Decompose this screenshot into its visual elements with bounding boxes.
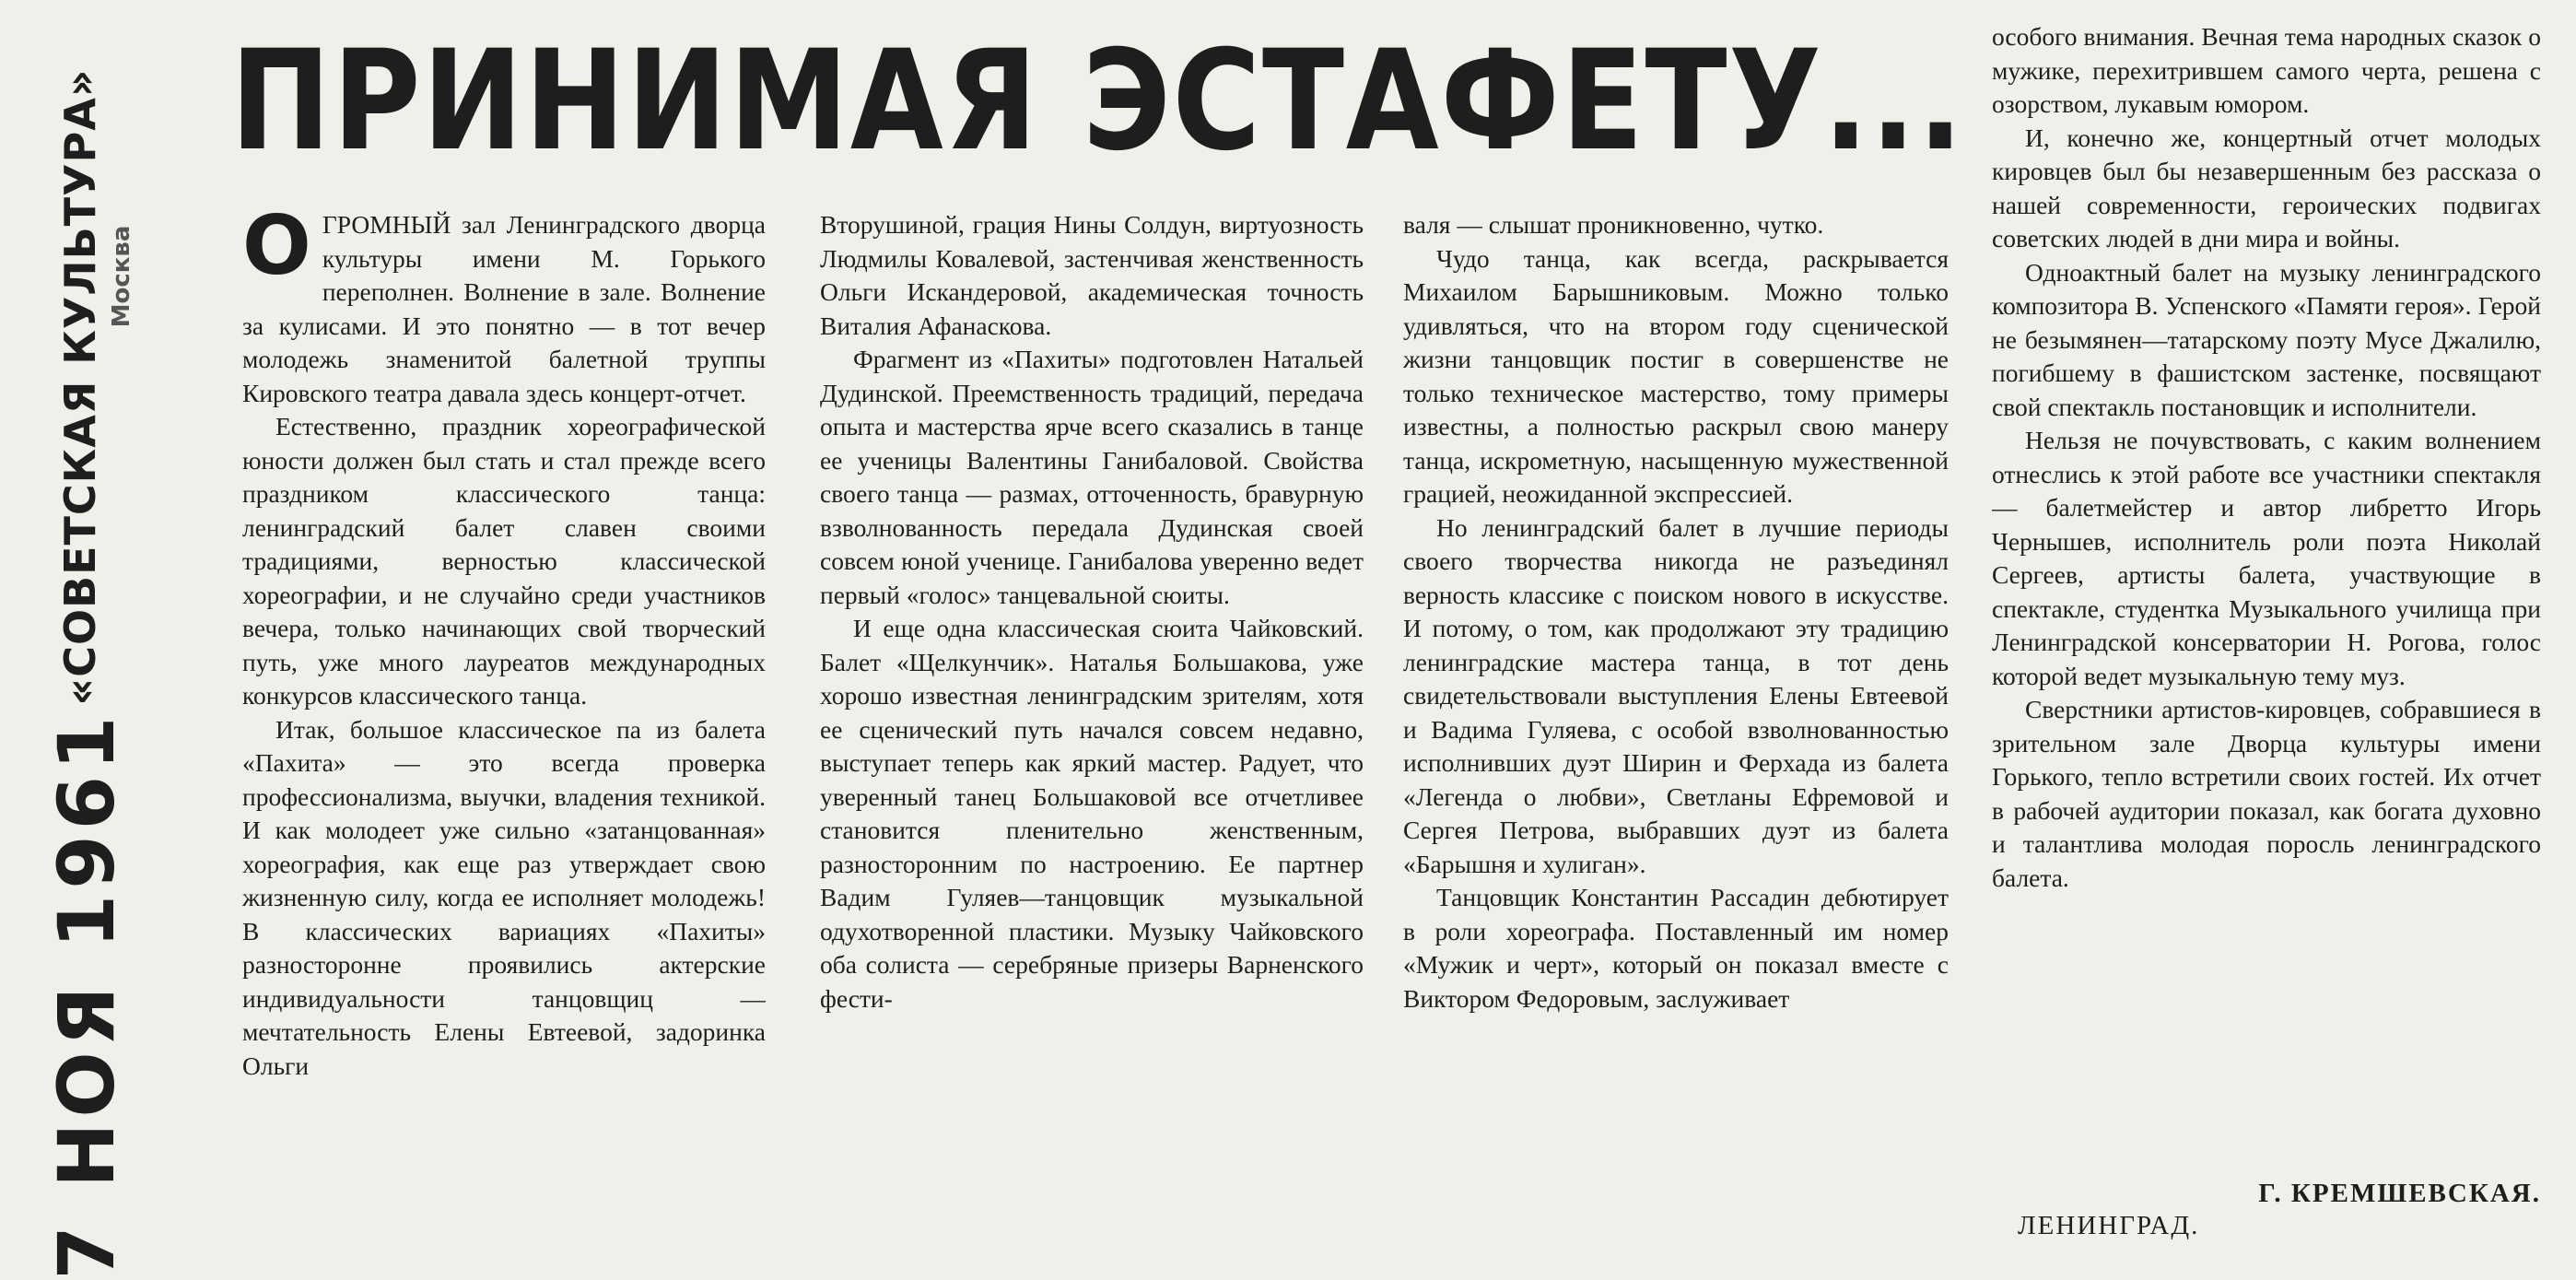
- author-signature: Г. КРЕМШЕВСКАЯ.: [2258, 1179, 2541, 1208]
- paragraph: Фрагмент из «Пахиты» подготовлен Натальей Дудинской. Преемственность традиций, передача опыта и мастерства ярче всего сказались в танце ее ученицы Валентины Ганибаловой. Свойства своего танца — размах, отточенность, бравурную взволнованность передала Дудинская своей совсем юной ученице. Ганибалова уверенно ведет первый «голос» танцевальной сюиты.: [820, 345, 1364, 609]
- paragraph: особого внимания. Вечная тема народных сказок о мужике, перехитрившем самого черта, решена с озорством, лукавым юмором.: [1992, 22, 2541, 118]
- stamp-date: 7 НОЯ 1961: [41, 710, 132, 1280]
- paragraph: Естественно, праздник хореографической юности должен был стать и стал прежде всего праздником классического танца: ленинградский балет славен своими традициями, верностью классической хореографии, и не случайно среди участников вечера, только начинающих свой творческий путь, уже много лауреатов международных конкурсов классического танца.: [242, 412, 766, 710]
- headline: ПРИНИМАЯ ЭСТАФЕТУ...: [230, 21, 1965, 182]
- paragraph: Нельзя не почувствовать, с каким волнением отнеслись к этой работе все участники спектакля — балетмейстер и автор либретто Игорь Чернышев, исполнитель роли поэта Николай Сергеев, артисты балета, участвующие в спектакле, студентка Музыкального училища при Ленинградской консерватории Н. Рогова, голос которой ведет музыкальную тему муз.: [1992, 426, 2541, 690]
- paragraph: И, конечно же, концертный отчет молодых кировцев был бы незавершенным без рассказа о нашей современности, героических подвигах советских людей в дни мира и войны.: [1992, 123, 2541, 252]
- paragraph: валя — слышат проникновенно, чутко.: [1403, 210, 1824, 239]
- article-column-1: [242, 208, 766, 1244]
- paragraph: ГРОМНЫЙ зал Ленинградского дворца культуры имени М. Горького переполнен. Волнение в зале. Волнение за кулисами. И это понятно — в тот вечер молодежь знаменитой балетной труппы Кировского театра давала здесь концерт-отчет.: [242, 210, 766, 407]
- paragraph: Одноактный балет на музыку ленинградского композитора В. Успенского «Памяти героя». Герой не безымянен—татарскому поэту Мусе Джалилю, погибшему в фашистском застенке, посвящают свой спектакль постановщик и исполнители.: [1992, 257, 2541, 421]
- paragraph: Итак, большое классическое па из балета «Пахита» — это всегда проверка профессионализма, выучки, владения техникой. И как молодеет уже сильно «затанцованная» хореография, как еще раз утверждает свою жизненную силу, когда ее исполняет молодежь! В классических вариациях «Пахиты» разносторонне проявились актерские индивидуальности танцовщиц — мечтательность Елены Евтеевой, задоринка Ольги: [242, 714, 766, 1080]
- paragraph: И еще одна классическая сюита Чайковский. Балет «Щелкунчик». Наталья Большакова, уже хорошо известная ленинградским зрителям, хотя ее сценический путь начался совсем недавно, выступает теперь как яркий мастер. Радует, что уверенный танец Большаковой все отчетливее становится пленительно женственным, разносторонним по настроению. Ее партнер Вадим Гуляев—танцовщик музыкальной одухотворенной пластики. Музыку Чайковского оба солиста — серебряные призеры Варненского фести-: [820, 614, 1364, 1013]
- archive-stamp: [29, 68, 135, 1280]
- stamp-city: Москва: [108, 225, 135, 328]
- paragraph: Сверстники артистов-кировцев, собравшиеся в зрительном зале Дворца культуры имени Горького, тепло встретили своих гостей. Их отчет в рабочей аудитории показал, как богата духовно и талантлива молодая поросль ленинградского балета.: [1992, 695, 2541, 892]
- article-column-4: [1992, 20, 2541, 1242]
- paragraph: Вторушиной, грация Нины Солдун, виртуозность Людмилы Ковалевой, застенчивая женственность Ольги Искандеровой, академическая точность Виталия Афанаскова.: [820, 210, 1364, 340]
- paragraph: Чудо танца, как всегда, раскрывается Михаилом Барышниковым. Можно только удивляться, что на втором году сценической жизни танцовщик постиг в совершенстве не только техническое мастерство, тому примеры известны, а полностью раскрыл свою манеру танца, искрометную, насыщенную мужественной грацией, неожиданной экспрессией.: [1403, 243, 1949, 508]
- article-column-2: [820, 208, 1364, 1244]
- stamp-publication: «СОВЕТСКАЯ КУЛЬТУРА»: [55, 68, 105, 706]
- dateline-city: ЛЕНИНГРАД.: [2018, 1211, 2200, 1240]
- paragraph: Танцовщик Константин Рассадин дебютирует в роли хореографа. Поставленный им номер «Мужик и черт», который он показал вместе с Виктором Федоровым, заслуживает: [1403, 883, 1949, 1013]
- article-column-3: [1403, 208, 1949, 1244]
- paragraph: Но ленинградский балет в лучшие периоды своего творчества никогда не разъединял верность классике с поиском нового в искусстве. И потому, о том, как продолжают эту традицию ленинградские мастера танца, в тот день свидетельствовали выступления Елены Евтеевой и Вадима Гуляева, с особой взволнованностью исполнивших дуэт Ширин и Ферхада из балета «Легенда о любви», Светланы Ефремовой и Сергея Петрова, выбравших дуэт из балета «Барышня и хулиган».: [1403, 512, 1949, 878]
- drop-cap: О: [242, 208, 311, 293]
